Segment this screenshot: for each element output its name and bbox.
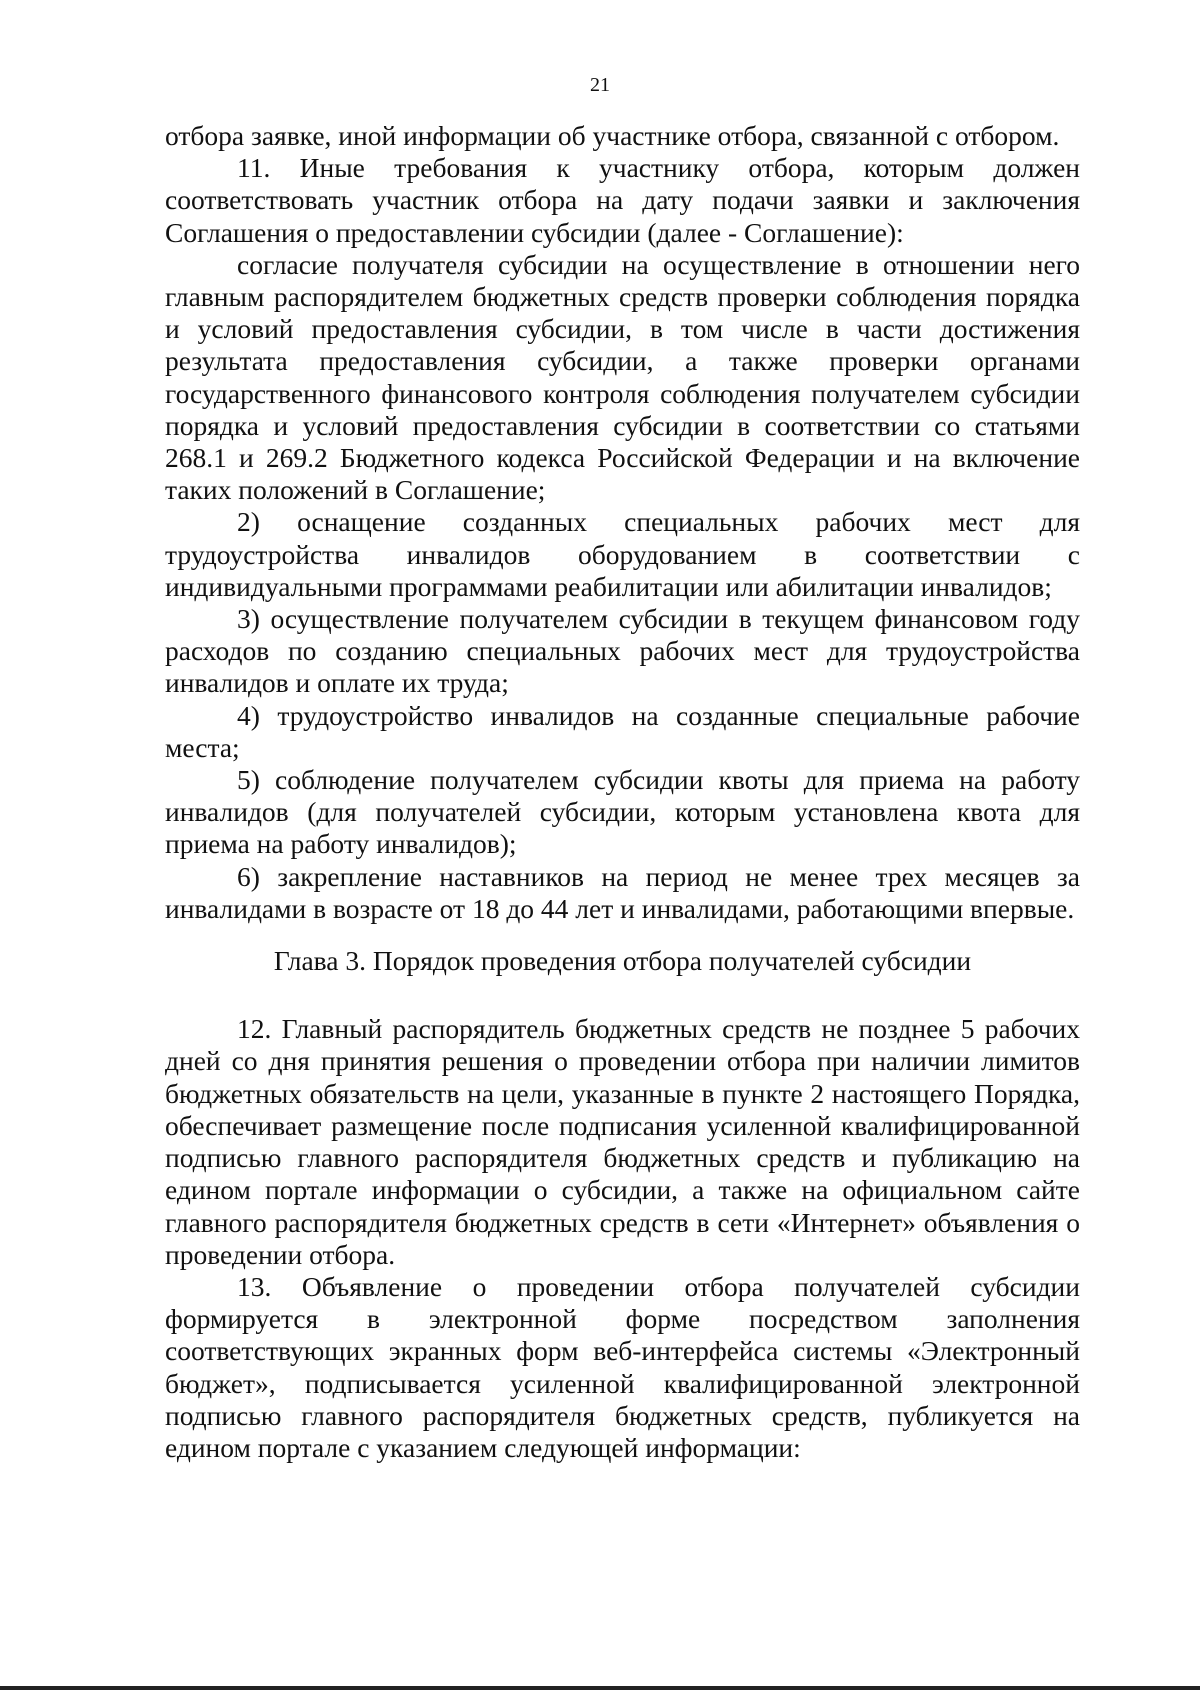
paragraph-subitem-4: 4) трудоустройство инвалидов на созданные специальные рабочие места; [165,699,1080,763]
paragraph-continuation: отбора заявке, иной информации об участнике отбора, связанной с отбором. [165,120,1060,151]
paragraph-subitem-5: 5) соблюдение получателем субсидии квоты для приема на работу инвалидов (для получателей субсидии, которым установлена квота для приема на работу инвалидов); [165,764,1080,860]
paragraph-subitem-6: 6) закрепление наставников на период не менее трех месяцев за инвалидами в возрасте от 18 до 44 лет и инвалидами, работающими впервые. [165,860,1080,924]
chapter-heading: Глава 3. Порядок проведения отбора получателей субсидии [273,945,972,977]
document-body [165,120,1080,1464]
page-number: 21 [590,74,610,96]
paragraph-subitem-3: 3) осуществление получателем субсидии в текущем финансовом году расходов по созданию специальных рабочих мест для трудоустройства инвалидов и оплате их труда; [165,603,1080,699]
paragraph-subitem-2: 2) оснащение созданных специальных рабочих мест для трудоустройства инвалидов оборудованием в соответствии с индивидуальными программами реабилитации или абилитации инвалидов; [165,506,1080,602]
paragraph-consent: согласие получателя субсидии на осуществление в отношении него главным распорядителем бюджетных средств проверки соблюдения порядка и условий предоставления субсидии, в том числе в части достижения результата предоставления субсидии, а также проверки органами государственного финансового контроля соблюдения получателем субсидии порядка и условий предоставления субсидии в соответствии со статьями 268.1 и 269.2 Бюджетного кодекса Российской Федерации и на включение таких положений в Соглашение; [165,248,1080,506]
paragraph-item-11: 11. Иные требования к участнику отбора, которым должен соответствовать участник отбора на дату подачи заявки и заключения Соглашения о предоставлении субсидии (далее - Соглашение): [165,152,1080,248]
paragraph-item-13: 13. Объявление о проведении отбора получателей субсидии формируется в электронной форме посредством заполнения соответствующих экранных форм веб-интерфейса системы «Электронный бюджет», подписывается усиленной квалифицированной электронной подписью главного распорядителя бюджетных средств, публикуется на едином портале с указанием следующей информации: [165,1270,1080,1463]
paragraph-item-12: 12. Главный распорядитель бюджетных средств не позднее 5 рабочих дней со дня принятия решения о проведении отбора при наличии лимитов бюджетных обязательств на цели, указанные в пункте 2 настоящего Порядка, обеспечивает размещение после подписания усиленной квалифицированной подписью главного распорядителя бюджетных средств и публикацию на едином портале информации о субсидии, а также на официальном сайте главного распорядителя бюджетных средств в сети «Интернет» объявления о проведении отбора. [165,1013,1080,1270]
scan-bottom-border [0,1686,1200,1690]
